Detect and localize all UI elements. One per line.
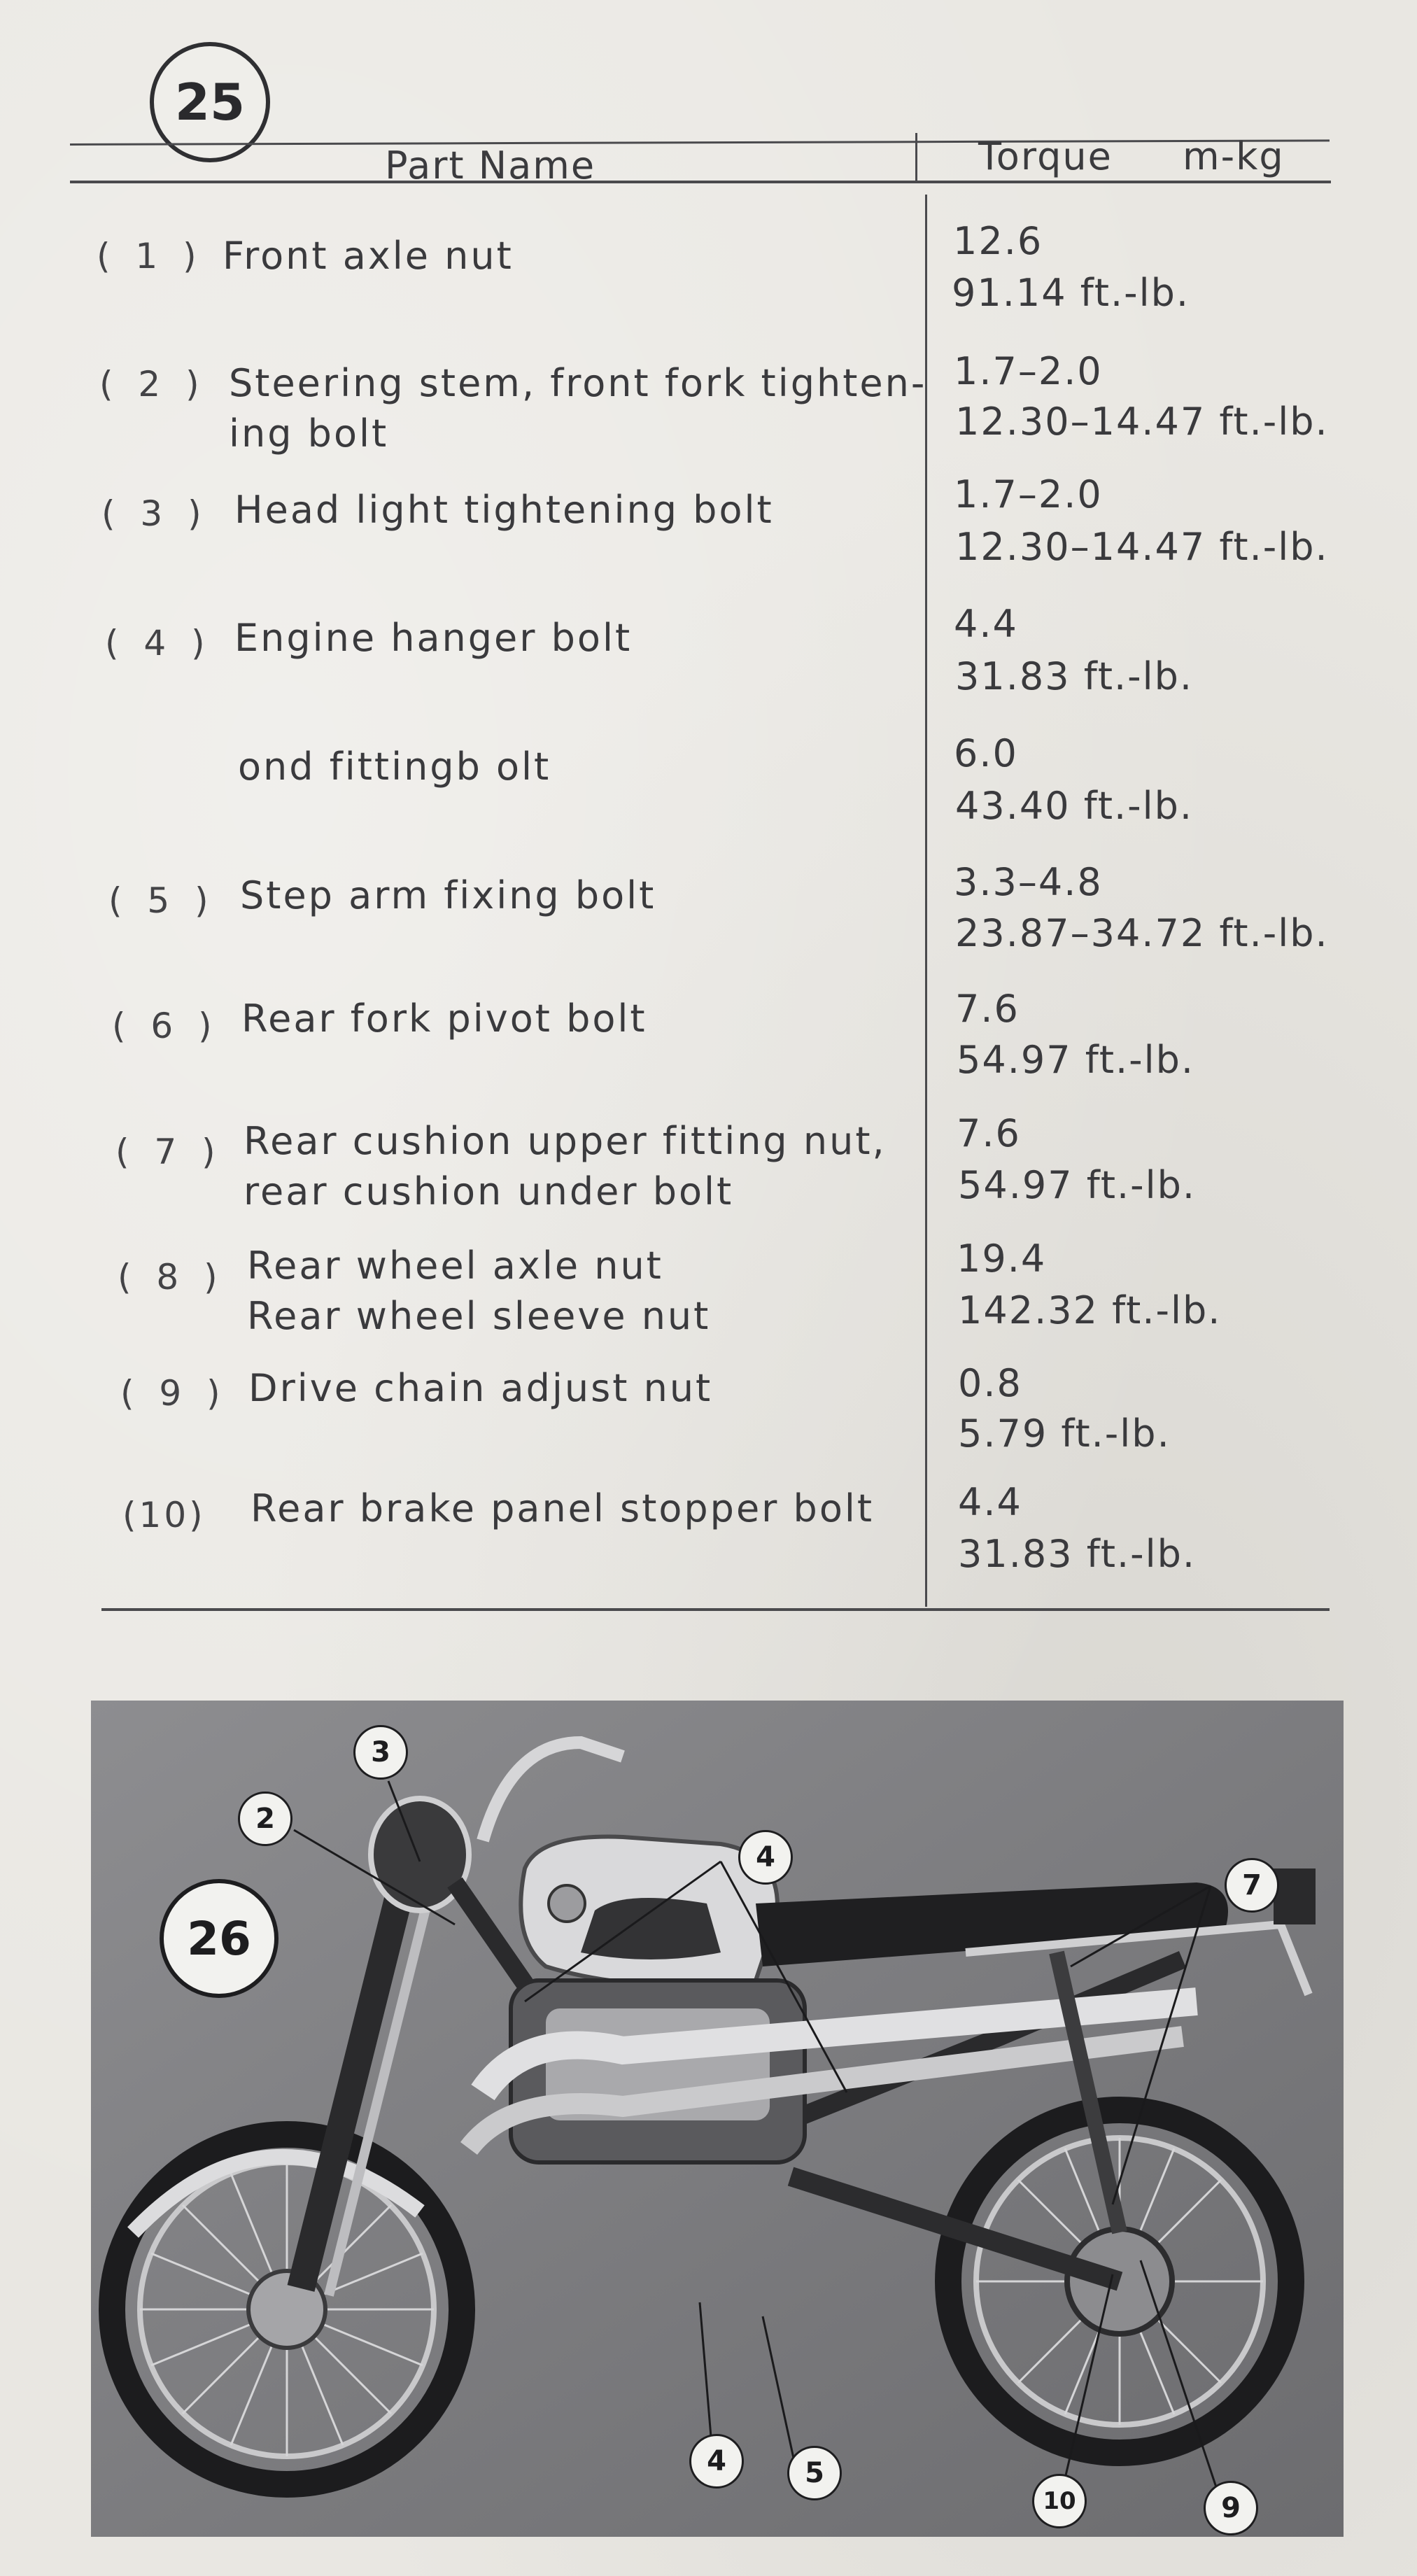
torque-imperial: 5.79 ft.-lb. xyxy=(958,1412,1171,1456)
torque-imperial: 43.40 ft.-lb. xyxy=(955,784,1194,828)
part-name: Front axle nut xyxy=(223,234,514,278)
part-name: Rear fork pivot bolt xyxy=(241,997,647,1041)
part-name: Step arm fixing bolt xyxy=(240,873,656,917)
header-part-name: Part Name xyxy=(385,143,596,188)
torque-imperial: 142.32 ft.-lb. xyxy=(958,1288,1222,1332)
row-number: ( 4 ) xyxy=(105,623,212,663)
part-name: Steering stem, front fork tighten- ing bolt xyxy=(229,361,927,456)
torque-metric: 3.3–4.8 xyxy=(954,860,1103,904)
figure-26-badge: 26 xyxy=(160,1879,279,1998)
header-unit: m-kg xyxy=(1183,134,1285,178)
part-name: ond fittingb olt xyxy=(238,745,551,789)
part-name: Rear cushion upper fitting nut, rear cushion under bolt xyxy=(244,1119,887,1213)
callout-2: 2 xyxy=(238,1792,292,1846)
callout-5: 5 xyxy=(787,2446,842,2500)
header-bottom-rule xyxy=(70,181,1331,183)
torque-imperial: 54.97 ft.-lb. xyxy=(957,1038,1195,1082)
header-torque: Torque xyxy=(978,134,1113,178)
torque-metric: 1.7–2.0 xyxy=(954,349,1103,393)
row-number: ( 3 ) xyxy=(101,493,209,534)
row-number: ( 7 ) xyxy=(115,1132,223,1172)
torque-metric: 4.4 xyxy=(958,1480,1022,1524)
torque-metric: 1.7–2.0 xyxy=(954,472,1103,516)
torque-metric: 12.6 xyxy=(953,219,1043,263)
torque-metric: 19.4 xyxy=(957,1237,1047,1281)
torque-imperial: 12.30–14.47 ft.-lb. xyxy=(955,400,1329,444)
motorcycle-photo xyxy=(91,1701,1344,2537)
callout-10: 10 xyxy=(1032,2474,1087,2528)
torque-imperial: 91.14 ft.-lb. xyxy=(952,271,1190,315)
row-number: ( 9 ) xyxy=(120,1373,227,1414)
torque-metric: 0.8 xyxy=(958,1361,1022,1405)
row-number: (10) xyxy=(122,1495,206,1535)
torque-imperial: 31.83 ft.-lb. xyxy=(955,654,1194,698)
torque-imperial: 12.30–14.47 ft.-lb. xyxy=(955,525,1329,569)
callout-9: 9 xyxy=(1204,2481,1258,2535)
table-top-rule xyxy=(70,139,1330,146)
callout-7: 7 xyxy=(1225,1858,1279,1913)
part-name: Rear brake panel stopper bolt xyxy=(251,1486,875,1530)
callout-4-lower: 4 xyxy=(689,2434,744,2489)
part-name: Rear wheel axle nut Rear wheel sleeve nut xyxy=(247,1244,711,1338)
torque-imperial: 23.87–34.72 ft.-lb. xyxy=(955,911,1329,955)
row-number: ( 2 ) xyxy=(99,364,206,404)
row-number: ( 6 ) xyxy=(112,1006,219,1046)
row-number: ( 8 ) xyxy=(118,1257,225,1297)
part-name: Drive chain adjust nut xyxy=(248,1366,713,1410)
figure-25-number: 25 xyxy=(174,73,246,132)
torque-imperial: 54.97 ft.-lb. xyxy=(958,1163,1197,1207)
torque-metric: 7.6 xyxy=(957,1111,1021,1155)
header-column-divider xyxy=(915,133,917,182)
row-number: ( 5 ) xyxy=(108,880,216,921)
torque-metric: 7.6 xyxy=(955,987,1020,1031)
part-name: Engine hanger bolt xyxy=(234,616,633,660)
table-bottom-rule xyxy=(101,1608,1330,1611)
callout-4-upper: 4 xyxy=(738,1830,793,1885)
callout-3: 3 xyxy=(353,1725,408,1780)
part-name: Head light tightening bolt xyxy=(234,488,774,532)
torque-imperial: 31.83 ft.-lb. xyxy=(958,1532,1197,1576)
torque-metric: 4.4 xyxy=(954,602,1018,646)
torque-metric: 6.0 xyxy=(954,731,1018,775)
row-number: ( 1 ) xyxy=(97,236,204,276)
